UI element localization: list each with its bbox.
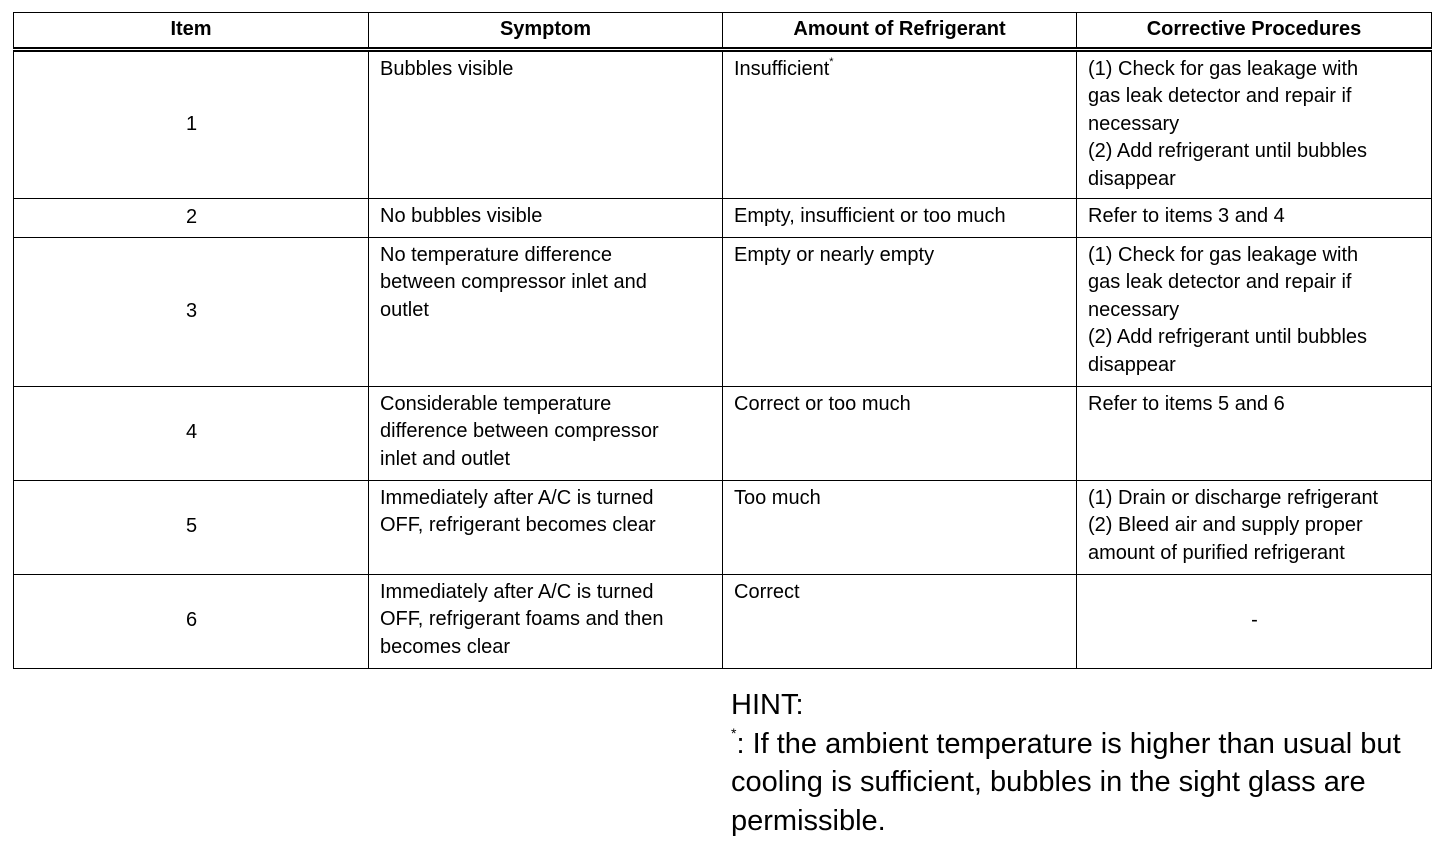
symptom-cell [369, 49, 723, 198]
symptom-line: OFF, refrigerant foams and then [380, 608, 664, 630]
table-row [14, 237, 1432, 386]
symptom-line: outlet [380, 298, 429, 321]
amount-cell [723, 574, 1077, 668]
item-number: 3 [14, 237, 369, 386]
procedure-line: gas leak detector and repair if [1088, 85, 1352, 107]
procedure-line: (2) Bleed air and supply proper [1088, 514, 1363, 536]
hint-title: HINT: [731, 689, 804, 721]
amount-text: Correct or too much [734, 392, 911, 415]
table-row [14, 49, 1432, 198]
amount-cell [723, 386, 1077, 480]
symptom-cell [369, 574, 723, 668]
symptom-line: Bubbles visible [380, 57, 514, 80]
item-number: 5 [14, 480, 369, 574]
symptom-line: No temperature difference [380, 243, 612, 266]
symptom-line: becomes clear [380, 635, 511, 658]
amount-text: Empty or nearly empty [734, 243, 935, 266]
table-header-row [14, 13, 1432, 50]
procedure-cell [1077, 49, 1432, 198]
symptom-cell [369, 198, 723, 237]
procedure-cell [1077, 480, 1432, 574]
procedure-line: disappear [1088, 167, 1176, 190]
hint-note [731, 686, 1441, 840]
symptom-line: OFF, refrigerant becomes clear [380, 514, 656, 536]
header-amount: Amount of Refrigerant [723, 13, 1077, 50]
procedure-line: necessary [1088, 298, 1180, 321]
amount-text: Insufficient [734, 57, 830, 80]
procedure-line: necessary [1088, 112, 1180, 135]
symptom-line: between compressor inlet and [380, 271, 647, 293]
table-row [14, 480, 1432, 574]
refrigerant-diagnosis-table [13, 12, 1432, 669]
symptom-line: inlet and outlet [380, 447, 511, 470]
amount-cell [723, 237, 1077, 386]
procedure-line: (2) Add refrigerant until bubbles [1088, 140, 1368, 162]
procedure-line: (1) Check for gas leakage with [1088, 57, 1359, 80]
symptom-cell [369, 480, 723, 574]
procedure-line: (1) Check for gas leakage with [1088, 243, 1359, 266]
footnote-marker: * [731, 724, 737, 741]
procedure-line: disappear [1088, 353, 1176, 376]
amount-cell [723, 198, 1077, 237]
amount-text: Empty, insufficient or too much [734, 204, 1006, 227]
procedure-line: (2) Add refrigerant until bubbles [1088, 326, 1368, 348]
procedure-cell [1077, 237, 1432, 386]
table-row [14, 198, 1432, 237]
amount-text: Too much [734, 486, 821, 509]
header-item: Item [14, 13, 369, 50]
symptom-cell [369, 237, 723, 386]
symptom-line: Immediately after A/C is turned [380, 580, 654, 603]
procedure-line: (1) Drain or discharge refrigerant [1088, 486, 1379, 509]
item-number: 6 [14, 574, 369, 668]
symptom-line: difference between compressor [380, 420, 659, 442]
item-number: 1 [14, 49, 369, 198]
procedure-cell [1077, 574, 1432, 668]
table-row [14, 574, 1432, 668]
procedure-line: Refer to items 3 and 4 [1088, 204, 1285, 227]
symptom-line: Considerable temperature [380, 392, 612, 415]
procedure-cell [1077, 386, 1432, 480]
procedure-line: gas leak detector and repair if [1088, 271, 1352, 293]
amount-cell [723, 480, 1077, 574]
header-procedures: Corrective Procedures [1077, 13, 1432, 50]
procedure-cell [1077, 198, 1432, 237]
amount-cell [723, 49, 1077, 198]
symptom-line: No bubbles visible [380, 204, 543, 227]
item-number: 2 [14, 198, 369, 237]
hint-line: : If the ambient temperature is higher than usual but [736, 727, 1401, 760]
symptom-cell [369, 386, 723, 480]
hint-text [731, 725, 1441, 841]
procedure-line: amount of purified refrigerant [1088, 541, 1345, 564]
header-symptom: Symptom [369, 13, 723, 50]
hint-line: permissible. [731, 804, 886, 837]
table-row [14, 386, 1432, 480]
footnote-marker: * [829, 55, 834, 68]
amount-text: Correct [734, 580, 800, 603]
item-number: 4 [14, 386, 369, 480]
procedure-line: - [1251, 609, 1258, 632]
procedure-line: Refer to items 5 and 6 [1088, 392, 1285, 415]
symptom-line: Immediately after A/C is turned [380, 486, 654, 509]
hint-line: cooling is sufficient, bubbles in the sight glass are [731, 766, 1366, 798]
